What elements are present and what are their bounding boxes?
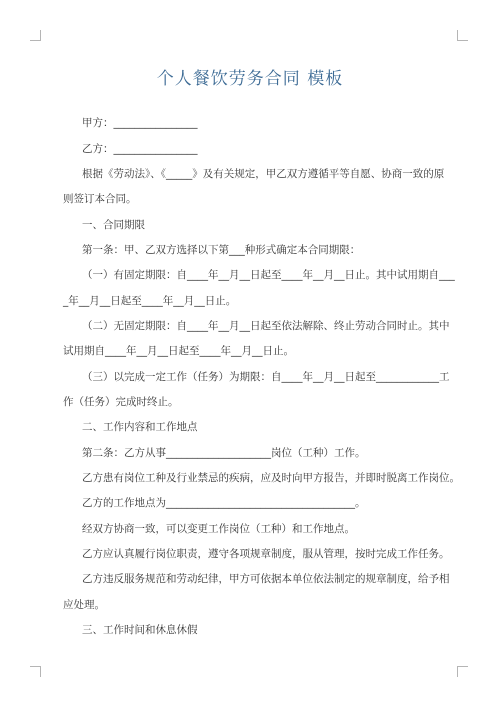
crop-mark-bottom-right — [457, 666, 468, 677]
section-heading-work: 二、工作内容和工作地点 — [82, 421, 198, 433]
fixed-term-line-1: （一）有固定期限：自____年__月__日起至____年__月__日止。其中试用期自___ — [82, 269, 455, 281]
open-term-line-2: 试用期自____年__月__日起至____年__月__日止。 — [63, 345, 294, 357]
task-term-line-2: 作（任务）完成时终止。 — [63, 396, 179, 408]
preamble-line-2: 则签订本合同。 — [63, 193, 137, 205]
open-term-line-1: （二）无固定期限：自____年__月__日起至依法解除、终止劳动合同时止。其中 — [82, 320, 450, 332]
work-location-line: 乙方的工作地点为____________________________________。 — [82, 497, 366, 509]
section-heading-term: 一、合同期限 — [82, 219, 145, 231]
preamble-line-1: 根据《劳动法》、《_____》及有关规定，甲乙双方遵循平等自愿、协商一致的原 — [82, 168, 445, 180]
task-term-line-1: （三）以完成一定工作（任务）为期限：自____年__月__日起至____________工 — [82, 371, 450, 383]
article-1-line: 第一条：甲、乙双方选择以下第___种形式确定本合同期限： — [82, 244, 361, 256]
disease-report-line: 乙方患有岗位工种及行业禁忌的疾病，应及时向甲方报告，并即时脱离工作岗位。 — [82, 472, 460, 484]
violation-line-1: 乙方违反服务规范和劳动纪律，甲方可依据本单位依法制定的规章制度，给予相 — [82, 573, 450, 585]
section-heading-hours: 三、工作时间和休息休假 — [82, 624, 198, 636]
change-post-line: 经双方协商一致，可以变更工作岗位（工种）和工作地点。 — [82, 523, 355, 535]
article-2-line: 第二条：乙方从事____________________岗位（工种）工作。 — [82, 447, 366, 459]
party-a-line: 甲方：________________ — [82, 117, 198, 129]
violation-line-2: 应处理。 — [63, 599, 105, 611]
crop-mark-top-left — [30, 30, 41, 41]
crop-mark-top-right — [457, 30, 468, 41]
document-title: 个人餐饮劳务合同 模板 — [156, 69, 344, 89]
crop-mark-bottom-left — [30, 666, 41, 677]
fixed-term-line-2: _年__月__日起至____年__月__日止。 — [63, 295, 237, 307]
duties-line: 乙方应认真履行岗位职责，遵守各项规章制度，服从管理，按时完成工作任务。 — [82, 548, 450, 560]
party-b-line: 乙方：________________ — [82, 143, 198, 155]
